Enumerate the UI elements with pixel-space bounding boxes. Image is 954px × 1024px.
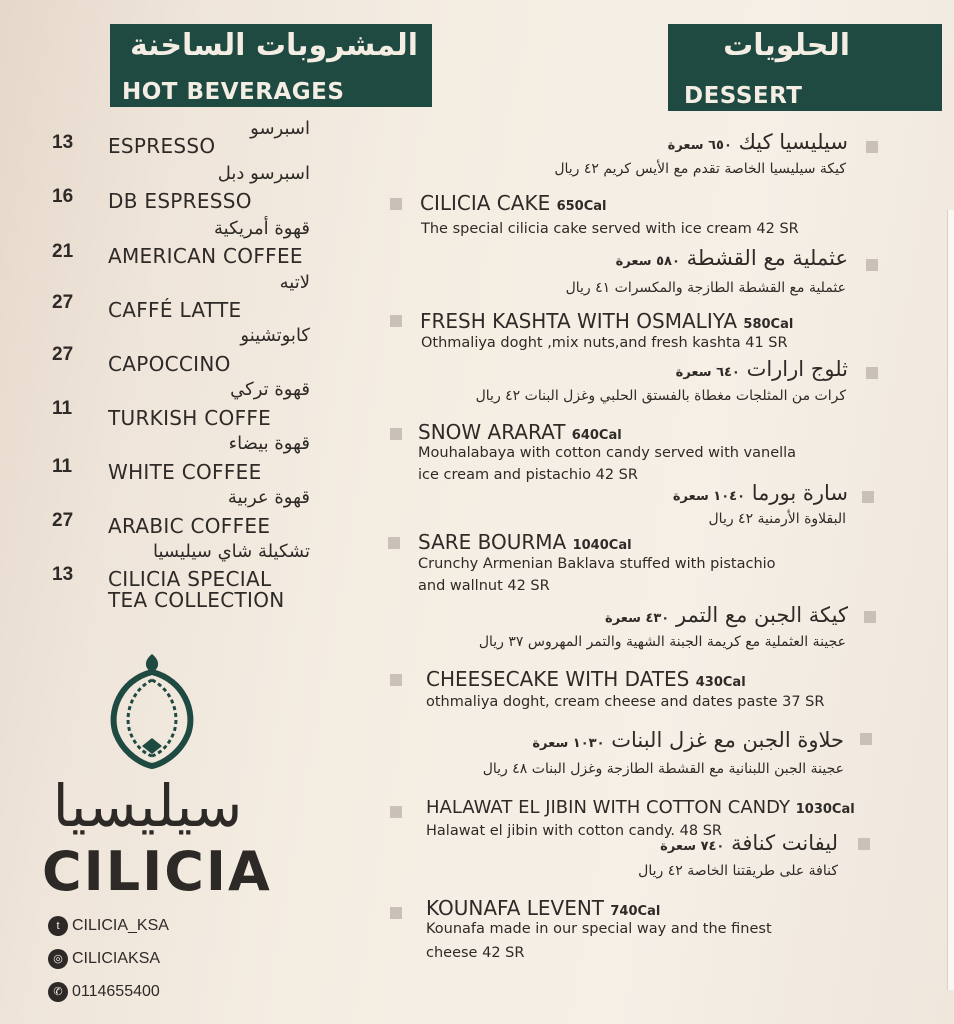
whatsapp-phone-row[interactable] bbox=[48, 982, 160, 1002]
dessert-title-en: DESSERT bbox=[684, 83, 803, 109]
dessert-name-en: HALAWAT EL JIBIN WITH COTTON CANDY 1030Cal bbox=[426, 797, 855, 818]
beverage-name-ar: قهوة عربية bbox=[227, 487, 310, 508]
dessert-desc-ar: البقلاوة الأرمنية ٤٢ ريال bbox=[708, 511, 846, 527]
dessert-desc-ar: عثملية مع القشطة الطازجة والمكسرات ٤١ ريال bbox=[565, 280, 846, 296]
dessert-desc-ar: كنافة على طريقتنا الخاصة ٤٢ ريال bbox=[638, 863, 838, 879]
beverage-price: 21 bbox=[52, 241, 74, 262]
arabic-bullet bbox=[866, 141, 878, 153]
beverage-name-ar: قهوة تركي bbox=[230, 379, 310, 400]
whatsapp-icon: ✆ bbox=[48, 982, 68, 1002]
english-bullet bbox=[390, 315, 402, 327]
dessert-name-ar: سيليسيا كيك ٦٥٠ سعرة bbox=[667, 130, 848, 154]
beverage-name-en: ESPRESSO bbox=[108, 134, 216, 158]
beverage-name-ar: تشكيلة شاي سيليسيا bbox=[152, 541, 310, 562]
twitter-handle-row[interactable] bbox=[48, 916, 169, 936]
dessert-name-ar: ليفانت كنافة ٧٤٠ سعرة bbox=[660, 831, 838, 855]
dessert-desc-ar: عجينة الجبن اللبنانية مع القشطة الطازجة وغزل البنات ٤٨ ريال bbox=[482, 761, 844, 777]
beverage-price: 27 bbox=[52, 344, 74, 365]
dessert-title-ar: الحلويات bbox=[723, 28, 850, 63]
arabic-bullet bbox=[862, 491, 874, 503]
beverage-name-ar: كابوتشينو bbox=[240, 325, 310, 346]
arabic-bullet bbox=[866, 259, 878, 271]
hot-beverages-title-ar: المشروبات الساخنة bbox=[129, 28, 418, 63]
dessert-name-en: CHEESECAKE WITH DATES 430Cal bbox=[426, 667, 746, 691]
beverage-name-en: WHITE COFFEE bbox=[108, 460, 262, 484]
beverage-name-en: TURKISH COFFE bbox=[108, 406, 272, 430]
twitter-handle: CILICIA_KSA bbox=[72, 917, 169, 935]
beverage-price: 11 bbox=[52, 456, 73, 477]
dessert-desc-ar: كرات من المثلجات مغطاة بالفستق الحلبي وغزل البنات ٤٢ ريال bbox=[475, 388, 846, 404]
english-bullet bbox=[390, 198, 402, 210]
beverage-name-en: AMERICAN COFFEE bbox=[108, 244, 303, 268]
dessert-desc-en: The special cilicia cake served with ice cream 42 SR bbox=[421, 221, 799, 237]
instagram-handle: CILICIAKSA bbox=[72, 950, 161, 968]
dessert-desc-en-line2: ice cream and pistachio 42 SR bbox=[418, 467, 638, 483]
english-bullet bbox=[390, 674, 402, 686]
arabic-bullet bbox=[858, 838, 870, 850]
dessert-name-ar: سارة بورما ١٠٤٠ سعرة bbox=[672, 481, 848, 505]
beverage-name-en-line2: TEA COLLECTION bbox=[108, 588, 285, 612]
beverage-price: 16 bbox=[52, 186, 74, 207]
dessert-name-en: SARE BOURMA 1040Cal bbox=[418, 530, 632, 554]
arabic-bullet bbox=[860, 733, 872, 745]
dessert-desc-ar: عجينة العثملية مع كريمة الجبنة الشهية والتمر المهروس ٣٧ ريال bbox=[478, 634, 846, 650]
instagram-handle-row[interactable] bbox=[48, 949, 160, 969]
arabic-bullet bbox=[864, 611, 876, 623]
page-edge bbox=[947, 210, 954, 990]
english-bullet bbox=[388, 537, 400, 549]
logo-text-ar: سيليسيا bbox=[52, 772, 243, 840]
beverage-price: 27 bbox=[52, 292, 74, 313]
beverage-price: 11 bbox=[52, 398, 73, 419]
beverage-price: 27 bbox=[52, 510, 74, 531]
dessert-name-ar: عثملية مع القشطة ٥٨٠ سعرة bbox=[615, 246, 848, 270]
dessert-name-en: CILICIA CAKE 650Cal bbox=[420, 191, 607, 215]
dessert-desc-en-line2: cheese 42 SR bbox=[426, 945, 525, 961]
dessert-desc-en: Crunchy Armenian Baklava stuffed with pistachio bbox=[418, 556, 776, 572]
twitter-icon: t bbox=[48, 916, 68, 936]
dessert-name-ar: ثلوج ارارات ٦٤٠ سعرة bbox=[675, 357, 848, 381]
phone-number: 0114655400 bbox=[72, 983, 160, 1001]
beverage-name-ar: لاتيه bbox=[279, 272, 310, 293]
beverage-name-en: ARABIC COFFEE bbox=[108, 514, 271, 538]
logo-text-en: CILICIA bbox=[42, 840, 272, 903]
beverage-name-en: CAFFÉ LATTE bbox=[108, 298, 242, 322]
beverage-name-ar: قهوة أمريكية bbox=[214, 218, 310, 239]
dessert-name-en: FRESH KASHTA WITH OSMALIYA 580Cal bbox=[420, 309, 794, 333]
brand-logo bbox=[40, 650, 270, 910]
hot-beverages-title-en: HOT BEVERAGES bbox=[122, 79, 345, 105]
dessert-desc-en: Halawat el jibin with cotton candy. 48 SR bbox=[426, 823, 722, 839]
pomegranate-logo-icon bbox=[102, 650, 202, 770]
dessert-desc-en: Kounafa made in our special way and the finest bbox=[426, 921, 772, 937]
beverage-price: 13 bbox=[52, 132, 74, 153]
dessert-desc-en: Mouhalabaya with cotton candy served with vanella bbox=[418, 445, 797, 461]
arabic-bullet bbox=[866, 367, 878, 379]
dessert-name-ar: كيكة الجبن مع التمر ٤٣٠ سعرة bbox=[605, 603, 848, 627]
beverage-name-en: DB ESPRESSO bbox=[108, 189, 252, 213]
english-bullet bbox=[390, 907, 402, 919]
english-bullet bbox=[390, 806, 402, 818]
beverage-name-ar: قهوة بيضاء bbox=[228, 433, 310, 454]
dessert-desc-en: Othmaliya doght ,mix nuts,and fresh kashta 41 SR bbox=[421, 335, 788, 351]
beverage-name-en: CAPOCCINO bbox=[108, 352, 231, 376]
dessert-name-en: SNOW ARARAT 640Cal bbox=[418, 420, 622, 444]
instagram-icon: ◎ bbox=[48, 949, 68, 969]
beverage-name-ar: اسبرسو bbox=[250, 118, 310, 139]
dessert-desc-en-line2: and wallnut 42 SR bbox=[418, 578, 550, 594]
beverage-price: 13 bbox=[52, 564, 74, 585]
dessert-name-en: KOUNAFA LEVENT 740Cal bbox=[426, 896, 661, 920]
dessert-desc-ar: كيكة سيليسيا الخاصة تقدم مع الأيس كريم ٤٢ ريال bbox=[554, 161, 846, 177]
english-bullet bbox=[390, 428, 402, 440]
beverage-name-ar: اسبرسو دبل bbox=[217, 163, 310, 184]
dessert-name-ar: حلاوة الجبن مع غزل البنات ١٠٣٠ سعرة bbox=[532, 728, 844, 752]
dessert-desc-en: othmaliya doght, cream cheese and dates paste 37 SR bbox=[426, 694, 825, 710]
beverage-name-en: CILICIA SPECIAL bbox=[108, 567, 272, 591]
